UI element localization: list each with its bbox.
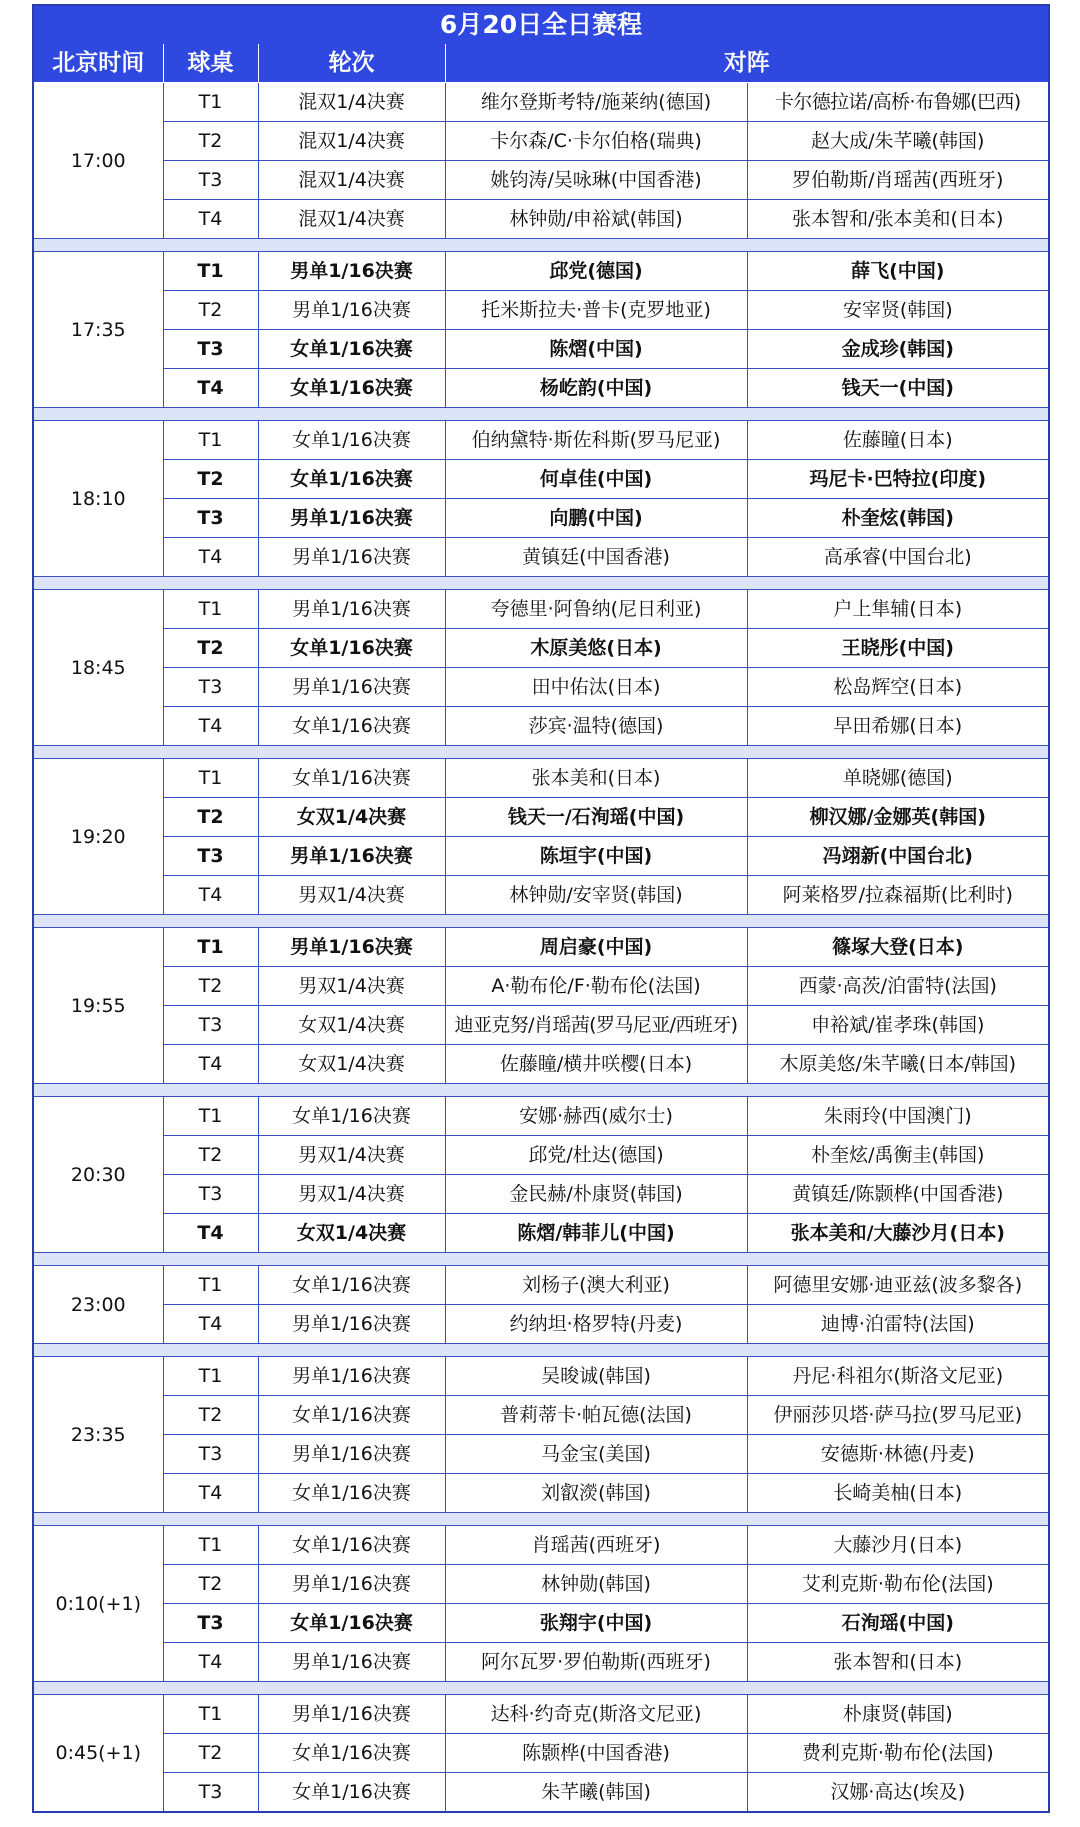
round-label: 女单1/16决赛 [258,330,445,369]
round-label: 男双1/4决赛 [258,967,445,1006]
time-slot: 17:35 [33,252,163,408]
player-b: 艾利克斯·勒布伦(法国) [747,1565,1049,1604]
player-b: 柳汉娜/金娜英(韩国) [747,798,1049,837]
player-b: 卡尔德拉诺/高桥·布鲁娜(巴西) [747,83,1049,122]
player-a: 阿尔瓦罗·罗伯勒斯(西班牙) [445,1643,747,1682]
slot-divider-cell [33,1253,1049,1266]
player-a: 佐藤瞳/横井咲樱(日本) [445,1045,747,1084]
table-number: T1 [163,1526,258,1565]
slot-divider [33,239,1049,252]
slot-divider-cell [33,1084,1049,1097]
round-label: 男单1/16决赛 [258,1643,445,1682]
match-row [33,876,1049,915]
match-row [33,1435,1049,1474]
player-a: 朱芊曦(韩国) [445,1773,747,1813]
player-b: 长崎美柚(日本) [747,1474,1049,1513]
table-number: T4 [163,200,258,239]
match-row [33,590,1049,629]
player-a: 林钟勋/申裕斌(韩国) [445,200,747,239]
slot-divider [33,408,1049,421]
table-number: T3 [163,1435,258,1474]
table-number: T2 [163,1734,258,1773]
player-b: 朴奎炫(韩国) [747,499,1049,538]
match-row [33,122,1049,161]
player-b: 佐藤瞳(日本) [747,421,1049,460]
table-number: T3 [163,1175,258,1214]
header-match: 对阵 [445,44,1049,83]
player-a: 刘叡濙(韩国) [445,1474,747,1513]
table-number: T1 [163,83,258,122]
time-slot: 17:00 [33,83,163,239]
round-label: 混双1/4决赛 [258,200,445,239]
round-label: 女单1/16决赛 [258,369,445,408]
time-slot: 23:00 [33,1266,163,1344]
round-label: 男单1/16决赛 [258,538,445,577]
player-b: 汉娜·高达(埃及) [747,1773,1049,1813]
player-b: 石洵瑶(中国) [747,1604,1049,1643]
schedule-title: 6月20日全日赛程 [33,5,1049,44]
player-a: 夸德里·阿鲁纳(尼日利亚) [445,590,747,629]
round-label: 男单1/16决赛 [258,252,445,291]
table-number: T1 [163,1695,258,1734]
match-row [33,707,1049,746]
player-b: 大藤沙月(日本) [747,1526,1049,1565]
slot-divider [33,1513,1049,1526]
table-number: T3 [163,161,258,200]
round-label: 女双1/4决赛 [258,1214,445,1253]
slot-divider-cell [33,239,1049,252]
player-a: 何卓佳(中国) [445,460,747,499]
header-table: 球桌 [163,44,258,83]
table-number: T2 [163,1396,258,1435]
table-number: T3 [163,1773,258,1813]
player-a: 吴晙诚(韩国) [445,1357,747,1396]
match-row [33,1474,1049,1513]
round-label: 混双1/4决赛 [258,122,445,161]
player-a: 田中佑汰(日本) [445,668,747,707]
player-a: 托米斯拉夫·普卡(克罗地亚) [445,291,747,330]
round-label: 男单1/16决赛 [258,668,445,707]
player-b: 朱雨玲(中国澳门) [747,1097,1049,1136]
round-label: 女单1/16决赛 [258,1266,445,1305]
player-b: 朴康贤(韩国) [747,1695,1049,1734]
match-row [33,1695,1049,1734]
table-number: T4 [163,1643,258,1682]
player-b: 安德斯·林德(丹麦) [747,1435,1049,1474]
player-a: 陈颢桦(中国香港) [445,1734,747,1773]
player-a: 张翔宇(中国) [445,1604,747,1643]
time-slot: 18:45 [33,590,163,746]
player-a: 木原美悠(日本) [445,629,747,668]
round-label: 女单1/16决赛 [258,1773,445,1813]
player-b: 单晓娜(德国) [747,759,1049,798]
table-number: T2 [163,1565,258,1604]
player-a: 林钟勋/安宰贤(韩国) [445,876,747,915]
table-number: T2 [163,1136,258,1175]
slot-divider [33,1344,1049,1357]
player-b: 高承睿(中国台北) [747,538,1049,577]
player-b: 罗伯勒斯/肖瑶茜(西班牙) [747,161,1049,200]
round-label: 女单1/16决赛 [258,1604,445,1643]
round-label: 男单1/16决赛 [258,837,445,876]
player-a: 周启豪(中国) [445,928,747,967]
player-b: 西蒙·高茨/泊雷特(法国) [747,967,1049,1006]
player-a: 安娜·赫西(威尔士) [445,1097,747,1136]
slot-divider [33,915,1049,928]
player-a: 邱党/杜达(德国) [445,1136,747,1175]
table-number: T2 [163,460,258,499]
round-label: 男单1/16决赛 [258,928,445,967]
slot-divider [33,1682,1049,1695]
table-number: T1 [163,928,258,967]
match-row [33,1136,1049,1175]
table-number: T4 [163,538,258,577]
table-number: T4 [163,707,258,746]
player-b: 黄镇廷/陈颢桦(中国香港) [747,1175,1049,1214]
match-row [33,252,1049,291]
table-number: T4 [163,876,258,915]
round-label: 女双1/4决赛 [258,1045,445,1084]
player-a: 陈熠(中国) [445,330,747,369]
player-a: 马金宝(美国) [445,1435,747,1474]
round-label: 男单1/16决赛 [258,1305,445,1344]
player-b: 安宰贤(韩国) [747,291,1049,330]
table-number: T4 [163,369,258,408]
round-label: 女单1/16决赛 [258,759,445,798]
player-b: 张本美和/大藤沙月(日本) [747,1214,1049,1253]
player-b: 张本智和/张本美和(日本) [747,200,1049,239]
match-row [33,1396,1049,1435]
match-row [33,798,1049,837]
round-label: 女单1/16决赛 [258,629,445,668]
match-row [33,1266,1049,1305]
table-number: T2 [163,122,258,161]
table-number: T3 [163,837,258,876]
table-number: T2 [163,629,258,668]
player-b: 早田希娜(日本) [747,707,1049,746]
player-a: 陈熠/韩菲儿(中国) [445,1214,747,1253]
table-number: T3 [163,1006,258,1045]
player-a: 迪亚克努/肖瑶茜(罗马尼亚/西班牙) [445,1006,747,1045]
player-a: 普莉蒂卡·帕瓦德(法国) [445,1396,747,1435]
round-label: 女单1/16决赛 [258,1396,445,1435]
table-number: T1 [163,1357,258,1396]
player-a: 维尔登斯考特/施莱纳(德国) [445,83,747,122]
table-number: T1 [163,421,258,460]
round-label: 女单1/16决赛 [258,460,445,499]
time-slot: 19:20 [33,759,163,915]
player-a: A·勒布伦/F·勒布伦(法国) [445,967,747,1006]
slot-divider-cell [33,746,1049,759]
match-row [33,1773,1049,1813]
round-label: 男单1/16决赛 [258,1357,445,1396]
match-row [33,1643,1049,1682]
player-b: 丹尼·科祖尔(斯洛文尼亚) [747,1357,1049,1396]
match-row [33,1097,1049,1136]
match-row [33,369,1049,408]
match-row [33,460,1049,499]
match-row [33,1305,1049,1344]
player-b: 王晓彤(中国) [747,629,1049,668]
player-a: 约纳坦·格罗特(丹麦) [445,1305,747,1344]
round-label: 女单1/16决赛 [258,1474,445,1513]
round-label: 男单1/16决赛 [258,499,445,538]
match-row [33,668,1049,707]
schedule-table [32,4,1050,1813]
match-row [33,1357,1049,1396]
player-b: 申裕斌/崔孝珠(韩国) [747,1006,1049,1045]
table-number: T3 [163,668,258,707]
match-row [33,83,1049,122]
table-number: T4 [163,1214,258,1253]
time-slot: 18:10 [33,421,163,577]
match-row [33,1175,1049,1214]
player-b: 阿德里安娜·迪亚兹(波多黎各) [747,1266,1049,1305]
player-b: 薛飞(中国) [747,252,1049,291]
player-a: 邱党(德国) [445,252,747,291]
table-number: T4 [163,1305,258,1344]
player-a: 向鹏(中国) [445,499,747,538]
table-number: T1 [163,759,258,798]
player-a: 肖瑶茜(西班牙) [445,1526,747,1565]
player-b: 费利克斯·勒布伦(法国) [747,1734,1049,1773]
player-a: 陈垣宇(中国) [445,837,747,876]
player-b: 迪博·泊雷特(法国) [747,1305,1049,1344]
player-b: 张本智和(日本) [747,1643,1049,1682]
table-number: T3 [163,1604,258,1643]
match-row [33,1526,1049,1565]
time-slot: 19:55 [33,928,163,1084]
player-a: 莎宾·温特(德国) [445,707,747,746]
match-row [33,1565,1049,1604]
match-row [33,538,1049,577]
title-row [33,5,1049,44]
round-label: 女双1/4决赛 [258,1006,445,1045]
player-b: 金成珍(韩国) [747,330,1049,369]
round-label: 混双1/4决赛 [258,161,445,200]
player-a: 张本美和(日本) [445,759,747,798]
slot-divider [33,577,1049,590]
slot-divider-cell [33,1682,1049,1695]
header-row [33,44,1049,83]
match-row [33,499,1049,538]
match-row [33,1045,1049,1084]
player-b: 木原美悠/朱芊曦(日本/韩国) [747,1045,1049,1084]
round-label: 女双1/4决赛 [258,798,445,837]
player-b: 朴奎炫/禹衡圭(韩国) [747,1136,1049,1175]
table-number: T1 [163,1266,258,1305]
time-slot: 20:30 [33,1097,163,1253]
match-row [33,1214,1049,1253]
match-row [33,967,1049,1006]
player-a: 达科·约奇克(斯洛文尼亚) [445,1695,747,1734]
player-a: 林钟勋(韩国) [445,1565,747,1604]
player-a: 钱天一/石洵瑶(中国) [445,798,747,837]
table-number: T2 [163,798,258,837]
time-slot: 23:35 [33,1357,163,1513]
player-b: 松岛辉空(日本) [747,668,1049,707]
round-label: 女单1/16决赛 [258,421,445,460]
table-number: T1 [163,590,258,629]
slot-divider-cell [33,1513,1049,1526]
player-a: 刘杨子(澳大利亚) [445,1266,747,1305]
round-label: 男双1/4决赛 [258,876,445,915]
player-b: 阿莱格罗/拉森福斯(比利时) [747,876,1049,915]
round-label: 男双1/4决赛 [258,1175,445,1214]
table-number: T2 [163,967,258,1006]
slot-divider [33,1253,1049,1266]
round-label: 女单1/16决赛 [258,1734,445,1773]
player-a: 姚钧涛/吴咏琳(中国香港) [445,161,747,200]
match-row [33,161,1049,200]
header-round: 轮次 [258,44,445,83]
match-row [33,629,1049,668]
slot-divider [33,746,1049,759]
match-row [33,759,1049,798]
player-b: 玛尼卡·巴特拉(印度) [747,460,1049,499]
table-number: T3 [163,330,258,369]
match-row [33,837,1049,876]
player-b: 钱天一(中国) [747,369,1049,408]
table-number: T1 [163,252,258,291]
round-label: 混双1/4决赛 [258,83,445,122]
match-row [33,1604,1049,1643]
table-number: T1 [163,1097,258,1136]
slot-divider [33,1084,1049,1097]
player-a: 黄镇廷(中国香港) [445,538,747,577]
round-label: 男双1/4决赛 [258,1136,445,1175]
player-b: 户上隼辅(日本) [747,590,1049,629]
match-row [33,200,1049,239]
round-label: 男单1/16决赛 [258,1695,445,1734]
match-row [33,330,1049,369]
player-b: 赵大成/朱芊曦(韩国) [747,122,1049,161]
slot-divider-cell [33,915,1049,928]
player-b: 冯翊新(中国台北) [747,837,1049,876]
round-label: 女单1/16决赛 [258,1097,445,1136]
round-label: 女单1/16决赛 [258,707,445,746]
match-row [33,291,1049,330]
player-b: 伊丽莎贝塔·萨马拉(罗马尼亚) [747,1396,1049,1435]
table-number: T3 [163,499,258,538]
slot-divider-cell [33,577,1049,590]
table-number: T4 [163,1474,258,1513]
round-label: 女单1/16决赛 [258,1526,445,1565]
time-slot: 0:10(+1) [33,1526,163,1682]
match-row [33,928,1049,967]
match-row [33,421,1049,460]
time-slot: 0:45(+1) [33,1695,163,1813]
slot-divider-cell [33,408,1049,421]
player-a: 金民赫/朴康贤(韩国) [445,1175,747,1214]
player-b: 篠塚大登(日本) [747,928,1049,967]
match-row [33,1006,1049,1045]
player-a: 伯纳黛特·斯佐科斯(罗马尼亚) [445,421,747,460]
table-number: T4 [163,1045,258,1084]
header-time: 北京时间 [33,44,163,83]
round-label: 男单1/16决赛 [258,1565,445,1604]
round-label: 男单1/16决赛 [258,291,445,330]
table-number: T2 [163,291,258,330]
slot-divider-cell [33,1344,1049,1357]
match-row [33,1734,1049,1773]
round-label: 男单1/16决赛 [258,1435,445,1474]
player-a: 卡尔森/C·卡尔伯格(瑞典) [445,122,747,161]
player-a: 杨屹韵(中国) [445,369,747,408]
round-label: 男单1/16决赛 [258,590,445,629]
schedule-sheet [32,4,1048,1813]
